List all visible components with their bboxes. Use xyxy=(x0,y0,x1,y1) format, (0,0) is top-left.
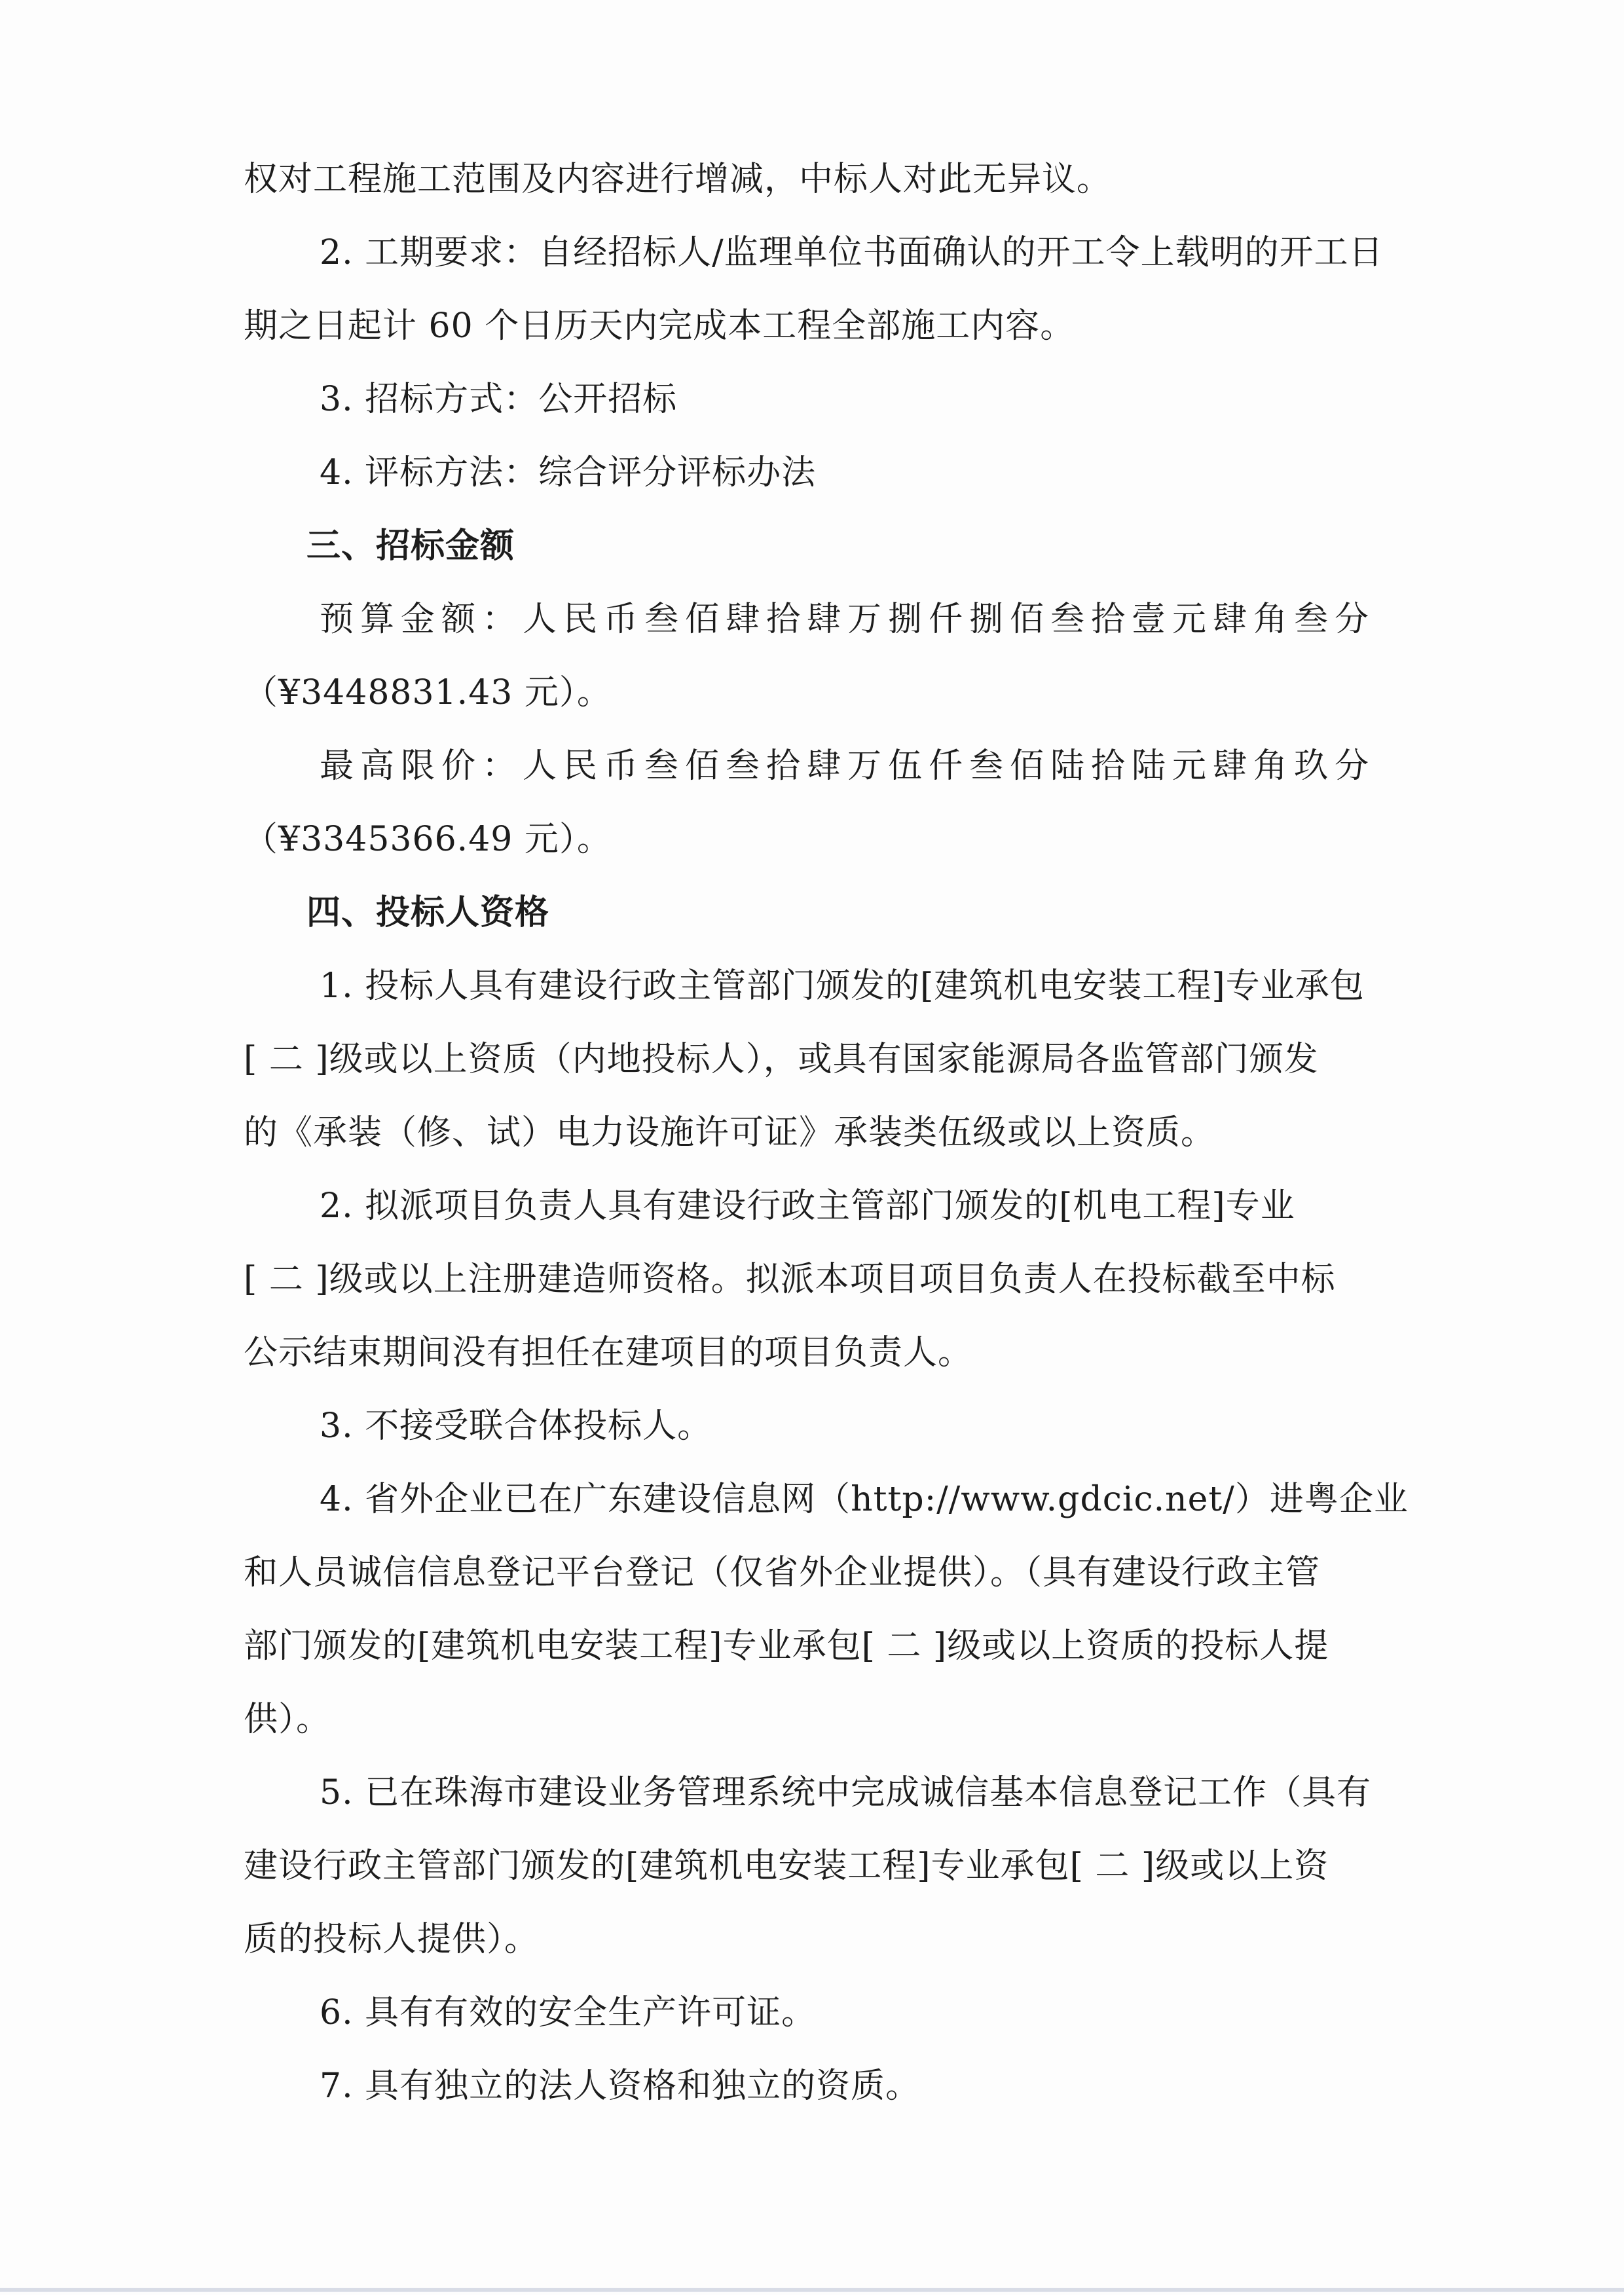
text-line: 4. 评标方法：综合评分评标办法 xyxy=(320,453,817,492)
text-line: 6. 具有有效的安全生产许可证。 xyxy=(320,1993,817,2032)
text-line: （¥3345366.49 元）。 xyxy=(244,820,612,859)
text-line: 部门颁发的[建筑机电安装工程]专业承包[ 二 ]级或以上资质的投标人提 xyxy=(244,1626,1329,1666)
text-line: 7. 具有独立的法人资格和独立的资质。 xyxy=(320,2066,921,2106)
text-line: 公示结束期间没有担任在建项目的项目负责人。 xyxy=(244,1333,973,1372)
text-line: 最高限价：人民币叁佰叁拾肆万伍仟叁佰陆拾陆元肆角玖分 xyxy=(320,746,1376,786)
text-line: 供）。 xyxy=(244,1700,331,1739)
scan-edge-line xyxy=(0,2288,1624,2292)
section-heading: 三、招标金额 xyxy=(306,526,515,566)
text-line: 的《承装（修、试）电力设施许可证》承装类伍级或以上资质。 xyxy=(244,1113,1216,1152)
text-line: 3. 不接受联合体投标人。 xyxy=(320,1406,712,1446)
section-heading: 四、投标人资格 xyxy=(306,892,550,932)
text-line: 2. 拟派项目负责人具有建设行政主管部门颁发的[机电工程]专业 xyxy=(320,1186,1295,1226)
text-line: 和人员诚信信息登记平台登记（仅省外企业提供）。（具有建设行政主管 xyxy=(244,1553,1321,1592)
text-line: 2. 工期要求：自经招标人/监理单位书面确认的开工令上载明的开工日 xyxy=(320,233,1384,272)
document-body xyxy=(244,143,1463,2123)
text-line: [ 二 ]级或以上注册建造师资格。拟派本项目项目负责人在投标截至中标 xyxy=(244,1260,1336,1299)
text-line: 1. 投标人具有建设行政主管部门颁发的[建筑机电安装工程]专业承包 xyxy=(320,966,1365,1006)
text-line: 期之日起计 60 个日历天内完成本工程全部施工内容。 xyxy=(244,306,1075,346)
text-line: 5. 已在珠海市建设业务管理系统中完成诚信基本信息登记工作（具有 xyxy=(320,1773,1372,1812)
text-line: 权对工程施工范围及内容进行增减，中标人对此无异议。 xyxy=(244,160,1112,199)
text-line: 预算金额：人民币叁佰肆拾肆万捌仟捌佰叁拾壹元肆角叁分 xyxy=(320,600,1376,639)
text-line: （¥3448831.43 元）。 xyxy=(244,673,612,712)
text-line: 质的投标人提供）。 xyxy=(244,1920,540,1959)
text-line: [ 二 ]级或以上资质（内地投标人），或具有国家能源局各监管部门颁发 xyxy=(244,1040,1319,1079)
text-line: 4. 省外企业已在广东建设信息网（http://www.gdcic.net/）进粤企业 xyxy=(320,1480,1409,1519)
text-line: 建设行政主管部门颁发的[建筑机电安装工程]专业承包[ 二 ]级或以上资 xyxy=(244,1846,1329,1886)
text-line: 3. 招标方式：公开招标 xyxy=(320,380,678,419)
